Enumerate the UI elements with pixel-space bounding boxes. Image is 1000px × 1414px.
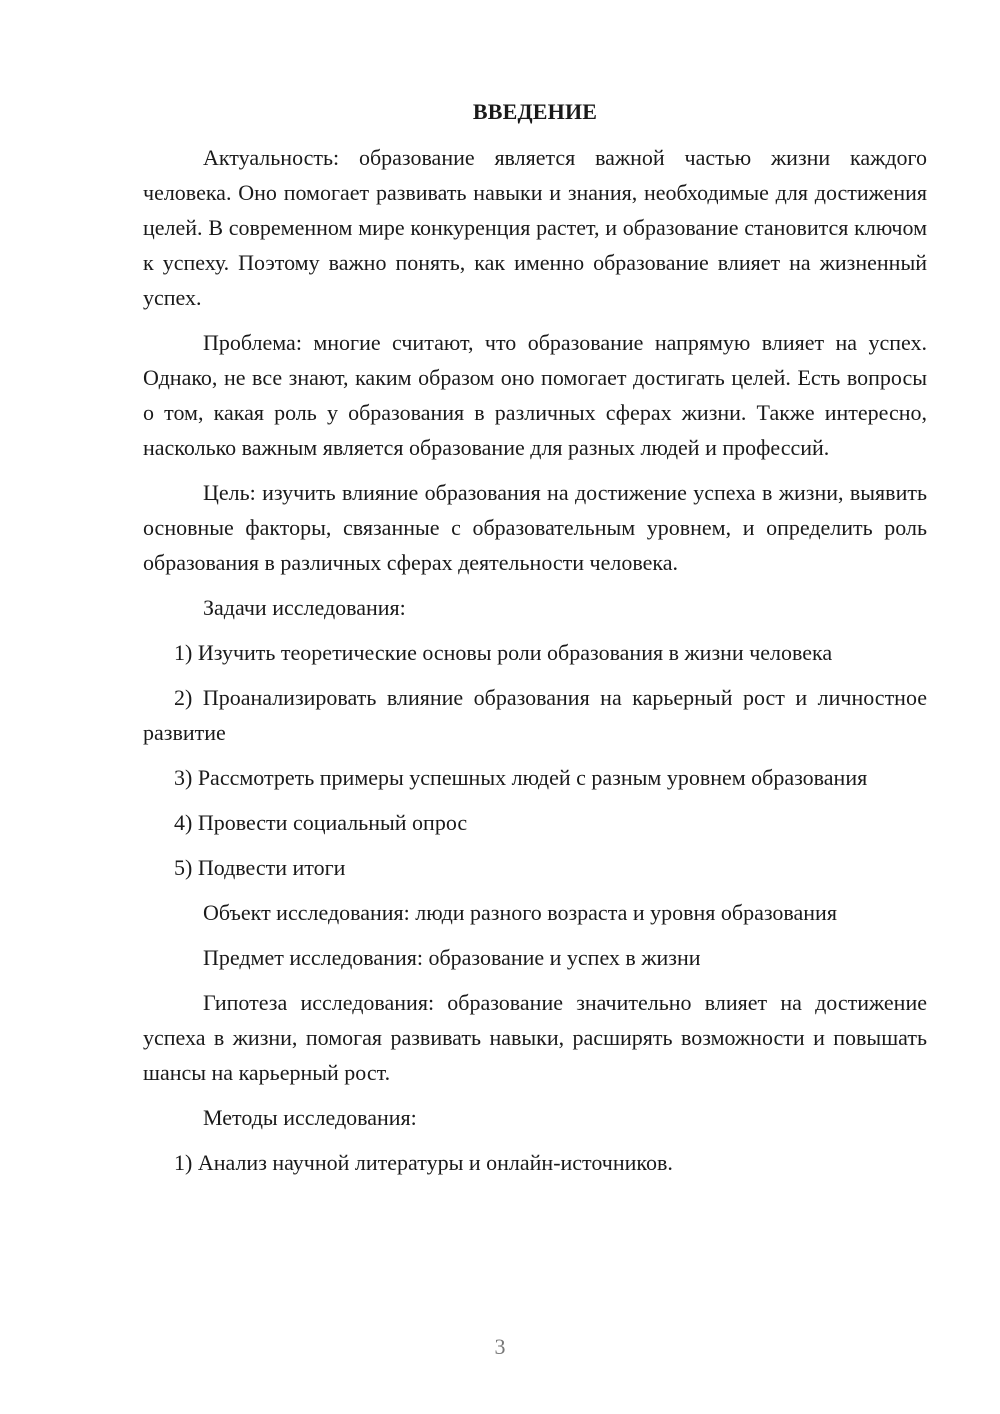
task-item: 3) Рассмотреть примеры успешных людей с разным уровнем образования: [174, 765, 868, 790]
task-item: 2) Проанализировать влияние образования на карьерный рост и личностное развитие: [143, 685, 927, 745]
method-item: 1) Анализ научной литературы и онлайн-источников.: [174, 1150, 673, 1175]
task-item: 1) Изучить теоретические основы роли образования в жизни человека: [174, 640, 833, 665]
task-item: 4) Провести социальный опрос: [174, 810, 468, 835]
research-object: Объект исследования: люди разного возраста и уровня образования: [203, 900, 837, 925]
relevance-paragraph: Актуальность: образование является важной частью жизни каждого человека. Оно помогает развивать навыки и знания, необходимые для достижения целей. В современном мире конкуренция растет, и образование становится ключом к успеху. Поэтому важно понять, как именно образование влияет на жизненный успех.: [143, 145, 927, 310]
research-subject: Предмет исследования: образование и успех в жизни: [203, 945, 701, 970]
hypothesis-paragraph: Гипотеза исследования: образование значительно влияет на достижение успеха в жизни, помогая развивать навыки, расширять возможности и повышать шансы на карьерный рост.: [143, 990, 927, 1085]
tasks-heading: Задачи исследования:: [203, 595, 406, 620]
goal-paragraph: Цель: изучить влияние образования на достижение успеха в жизни, выявить основные факторы, связанные с образовательным уровнем, и определить роль образования в различных сферах деятельности человека.: [143, 480, 927, 575]
page-number: 3: [494, 1334, 506, 1359]
methods-heading: Методы исследования:: [203, 1105, 417, 1130]
task-item: 5) Подвести итоги: [174, 855, 346, 880]
problem-paragraph: Проблема: многие считают, что образование напрямую влияет на успех. Однако, не все знают, каким образом оно помогает достигать целей. Есть вопросы о том, какая роль у образования в различных сферах жизни. Также интересно, насколько важным является образование для разных людей и профессий.: [143, 330, 927, 460]
document-page: [143, 94, 927, 1190]
section-title: ВВЕДЕНИЕ: [472, 99, 598, 124]
